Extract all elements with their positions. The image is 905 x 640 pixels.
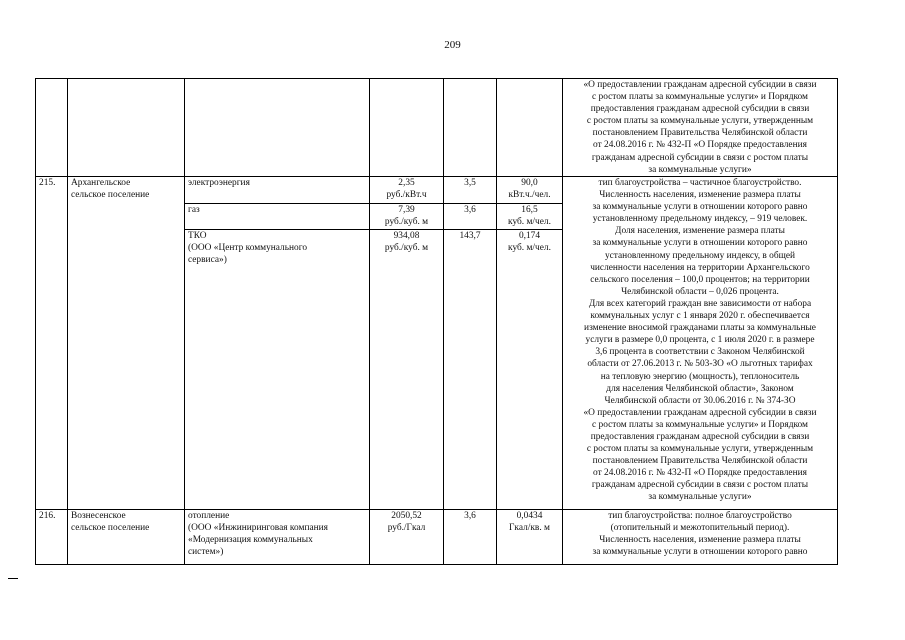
note-line: услуги в размере 0,0 процента, с 1 июля 2020 г. в размере xyxy=(585,335,815,346)
increase-percent: 3,6 xyxy=(444,510,497,565)
note-line: с ростом платы за коммунальные услуги, утвержденным xyxy=(586,116,814,127)
service-name: отопление (ООО «Инжиниринговая компания «Модернизация коммунальных систем») xyxy=(185,510,370,565)
consumption-norm: 0,174 куб. м/чел. xyxy=(497,230,563,510)
service-name: ТКО (ООО «Центр коммунального сервиса») xyxy=(185,230,370,510)
note-line: для населения Челябинской области», Законом xyxy=(606,383,794,394)
service-name: электроэнергия xyxy=(185,177,370,204)
cell-note xyxy=(563,510,838,565)
note-line: Челябинской области – 0,026 процента. xyxy=(621,286,779,297)
note-line: с ростом платы за коммунальные услуги» и Порядком xyxy=(592,419,808,430)
note-line: установленному предельному индексу, – 919 человек. xyxy=(592,214,808,225)
note-line: на тепловую энергию (мощность), теплоноситель xyxy=(600,371,800,382)
note-line: за коммунальные услуги» xyxy=(648,492,752,503)
cell-norm xyxy=(497,79,563,177)
tariff-value: 934,08 руб./куб. м xyxy=(370,230,444,510)
row-number: 215. xyxy=(36,177,68,510)
increase-percent: 3,6 xyxy=(444,204,497,230)
note-line: предоставления гражданам адресной субсидии в связи xyxy=(590,431,810,442)
note-line: 3,6 процента в соответствии с Законом Челябинской xyxy=(595,347,805,358)
note-line: Доля населения, изменение размера платы xyxy=(615,226,785,237)
note-line: предоставления гражданам адресной субсидии в связи xyxy=(590,104,810,115)
note-line: Для всех категорий граждан вне зависимости от набора xyxy=(588,298,812,309)
note-line: постановлением Правительства Челябинской области xyxy=(592,456,808,467)
note-line: установленному предельному индексу, в общей xyxy=(604,250,796,261)
row-number: 216. xyxy=(36,510,68,565)
table-row-215 xyxy=(36,177,838,204)
service-name: газ xyxy=(185,204,370,230)
note-line: постановлением Правительства Челябинской области xyxy=(592,128,808,139)
note-line: изменение вносимой гражданами платы за коммунальные xyxy=(584,323,816,334)
note-line: Численность населения, изменение размера платы xyxy=(599,535,801,546)
cell-note xyxy=(563,177,838,510)
tariff-table xyxy=(35,78,838,565)
note-line: численности населения на территории Архангельского xyxy=(590,262,810,273)
settlement-name: Вознесенское сельское поселение xyxy=(68,510,185,565)
note-line: (отопительный и межотопительный период). xyxy=(610,523,790,534)
tariff-value: 2050,52 руб./Гкал xyxy=(370,510,444,565)
note-line: сельского поселения – 100,0 процентов; на территории xyxy=(590,274,810,285)
cell-pct xyxy=(444,79,497,177)
note-line: гражданам адресной субсидии в связи с ростом платы xyxy=(591,152,809,163)
note-line: с ростом платы за коммунальные услуги» и Порядком xyxy=(592,92,808,103)
settlement-name: Архангельское сельское поселение xyxy=(68,177,185,510)
increase-percent: 143,7 xyxy=(444,230,497,510)
note-line: тип благоустройства: полное благоустройство xyxy=(608,511,792,521)
table-row-216 xyxy=(36,510,838,565)
cell-settlement xyxy=(68,79,185,177)
consumption-norm: 16,5 куб. м/чел. xyxy=(497,204,563,230)
increase-percent: 3,5 xyxy=(444,177,497,204)
consumption-norm: 0,0434 Гкал/кв. м xyxy=(497,510,563,565)
note-line: за коммунальные услуги в отношении которого равно xyxy=(592,202,808,213)
cell-service xyxy=(185,79,370,177)
note-line: за коммунальные услуги в отношении которого равно xyxy=(592,238,808,249)
note-line: от 24.08.2016 г. № 432-П «О Порядке предоставления xyxy=(593,468,807,479)
note-line: Челябинской области от 30.06.2016 г. № 374-ЗО xyxy=(604,395,796,406)
margin-dash xyxy=(8,578,18,579)
note-line: тип благоустройства – частичное благоустройство. xyxy=(598,178,802,188)
note-line: области от 27.06.2013 г. № 503-ЗО «О льготных тарифах xyxy=(587,359,813,370)
tariff-value: 7,39 руб./куб. м xyxy=(370,204,444,230)
table-row-continuation xyxy=(36,79,838,177)
note-line: Численность населения, изменение размера платы xyxy=(599,190,801,201)
tariff-value: 2,35 руб./кВт.ч xyxy=(370,177,444,204)
note-line: гражданам адресной субсидии в связи с ростом платы xyxy=(591,480,809,491)
note-line: с ростом платы за коммунальные услуги, утвержденным xyxy=(586,444,814,455)
note-line: «О предоставлении гражданам адресной субсидии в связи xyxy=(583,407,817,418)
note-line: «О предоставлении гражданам адресной субсидии в связи xyxy=(583,80,817,90)
note-line: коммунальных услуг с 1 января 2020 г. обеспечивается xyxy=(590,311,810,322)
note-line: за коммунальные услуги в отношении которого равно xyxy=(592,547,808,558)
note-line: от 24.08.2016 г. № 432-П «О Порядке предоставления xyxy=(593,140,807,151)
cell-num xyxy=(36,79,68,177)
cell-tariff xyxy=(370,79,444,177)
page-number: 209 xyxy=(444,39,461,51)
note-line: за коммунальные услуги» xyxy=(648,164,752,175)
cell-note xyxy=(563,79,838,177)
consumption-norm: 90,0 кВт.ч./чел. xyxy=(497,177,563,204)
